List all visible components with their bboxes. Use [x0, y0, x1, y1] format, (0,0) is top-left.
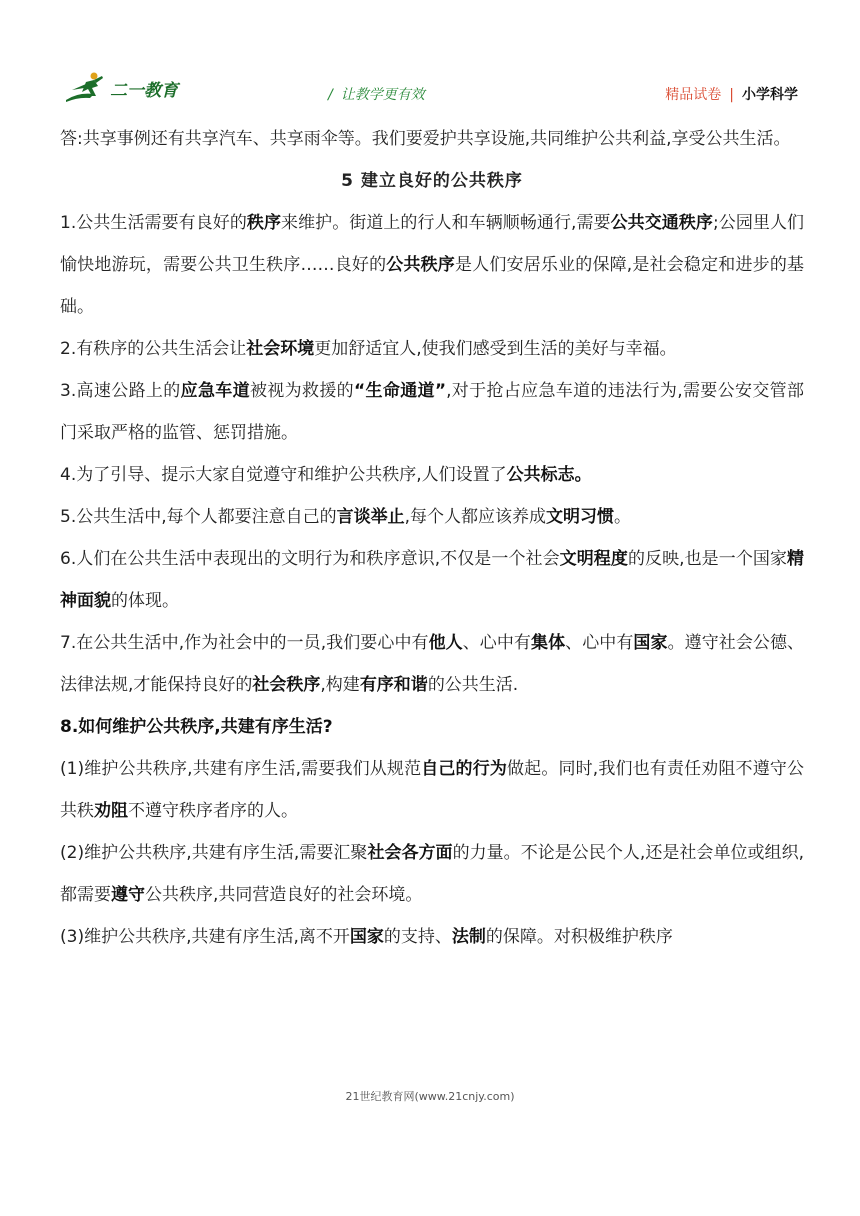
question-heading: 8.如何维护公共秩序,共建有序生活?: [60, 717, 333, 737]
slogan-slash: /: [328, 87, 333, 103]
paragraph-4: 4.为了引导、提示大家自觉遵守和维护公共秩序,人们设置了公共标志。: [60, 465, 592, 485]
page-header: [0, 0, 860, 115]
slogan-text: 让教学更有效: [340, 87, 425, 103]
header-separator: |: [729, 87, 734, 103]
paragraph-2: 2.有秩序的公共生活会让社会环境更加舒适宜人,使我们感受到生活的美好与幸福。: [60, 339, 677, 359]
subject-label: 小学科学: [742, 87, 798, 103]
logo-text: 二一教育: [110, 81, 178, 101]
brand-logo: [64, 70, 184, 106]
paragraph-answer: 答:共享事例还有共享汽车、共享雨伞等。我们要爱护共享设施,共同维护公共利益,享受公共生活。: [60, 129, 791, 149]
paragraph-6: 6.人们在公共生活中表现出的文明行为和秩序意识,不仅是一个社会文明程度的反映,也是一个国家精神面貌的体现。: [60, 549, 805, 611]
answer-point-2: (2)维护公共秩序,共建有序生活,需要汇聚社会各方面的力量。不论是公民个人,还是社会单位或组织,都需要遵守公共秩序,共同营造良好的社会环境。: [60, 843, 805, 905]
runner-logo-icon: [64, 70, 112, 106]
header-category: [665, 84, 798, 104]
section-title: 5 建立良好的公共秩序: [341, 171, 523, 191]
category-label: 精品试卷: [665, 87, 722, 103]
paragraph-3: 3.高速公路上的应急车道被视为救援的“生命通道”,对于抢占应急车道的违法行为,需要公安交管部门采取严格的监管、惩罚措施。: [60, 381, 804, 443]
page-footer: 21世纪教育网(www.21cnjy.com): [345, 1090, 515, 1103]
paragraph-5: 5.公共生活中,每个人都要注意自己的言谈举止,每个人都应该养成文明习惯。: [60, 507, 632, 527]
answer-point-1: (1)维护公共秩序,共建有序生活,需要我们从规范自己的行为做起。同时,我们也有责任劝阻不遵守公共秩劝阻不遵守秩序者序的人。: [60, 759, 805, 821]
paragraph-7: 7.在公共生活中,作为社会中的一员,我们要心中有他人、心中有集体、心中有国家。遵守社会公德、法律法规,才能保持良好的社会秩序,构建有序和谐的公共生活.: [60, 633, 805, 695]
paragraph-1: 1.公共生活需要有良好的秩序来维护。街道上的行人和车辆顺畅通行,需要公共交通秩序;公园里人们愉快地游玩，需要公共卫生秩序……良好的公共秩序是人们安居乐业的保障,是社会稳定和进步的基础。: [60, 213, 805, 317]
document-body: [60, 118, 804, 958]
slogan: [328, 84, 425, 104]
answer-point-3: (3)维护公共秩序,共建有序生活,离不开国家的支持、法制的保障。对积极维护秩序: [60, 927, 673, 947]
